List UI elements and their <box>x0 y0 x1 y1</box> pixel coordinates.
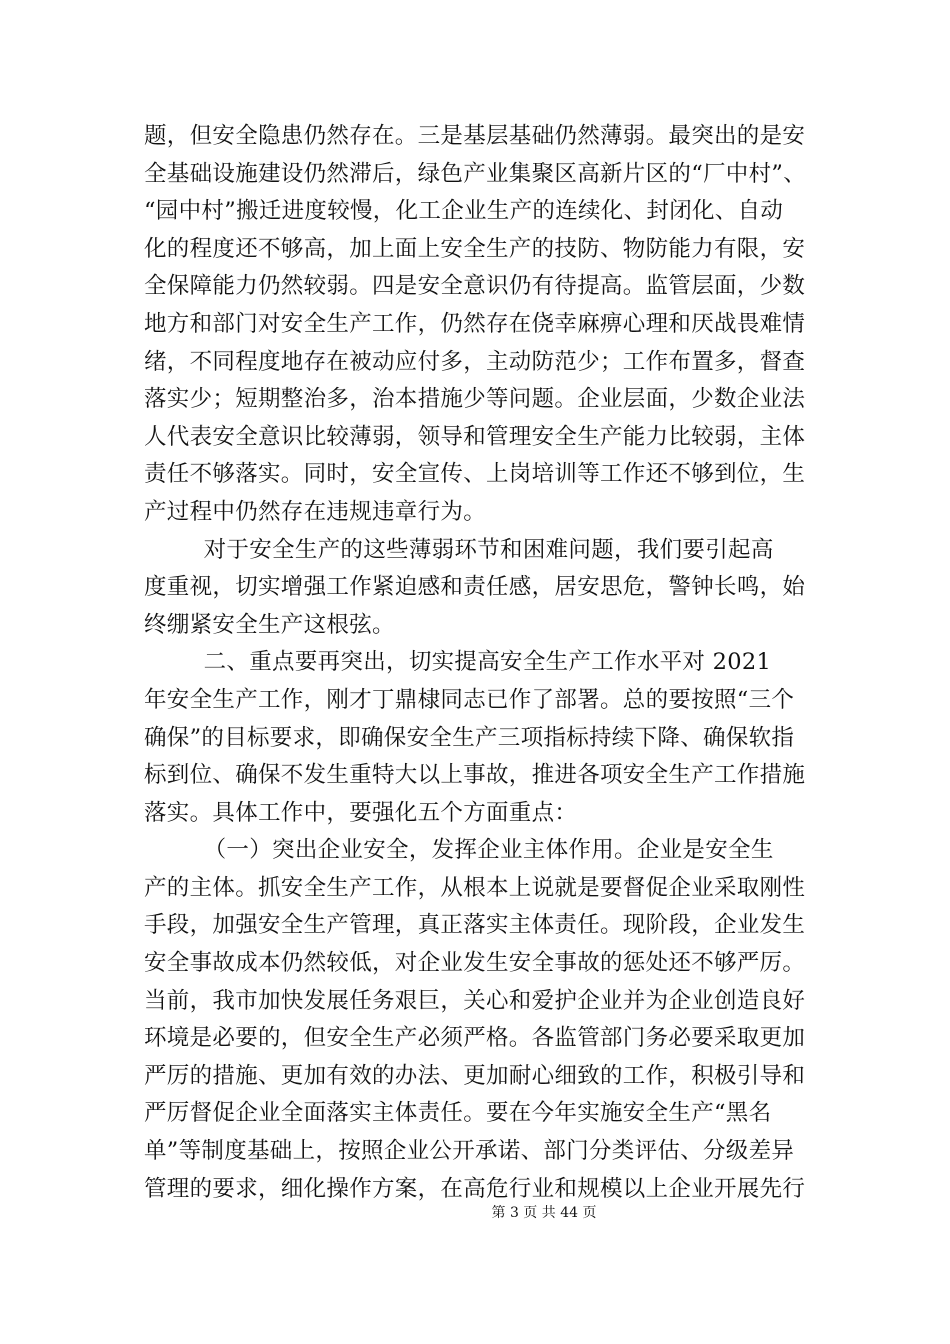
text-line: 年安全生产工作，刚才丁鼎棣同志已作了部署。总的要按照“三个 <box>144 686 795 713</box>
body-text <box>144 118 809 1208</box>
text-line: 终绷紧安全生产这根弦。 <box>144 611 395 638</box>
text-line: 当前，我市加快发展任务艰巨，关心和爱护企业并为企业创造良好 <box>144 987 806 1014</box>
text-line: 绪，不同程度地存在被动应付多，主动防范少；工作布置多，督查 <box>144 348 806 375</box>
text-line: 人代表安全意识比较薄弱，领导和管理安全生产能力比较弱，主体 <box>144 423 806 450</box>
text-line: 标到位、确保不发生重特大以上事故，推进各项安全生产工作措施 <box>144 762 806 789</box>
text-line: 对于安全生产的这些薄弱环节和困难问题，我们要引起高 <box>144 536 774 563</box>
text-line: 产的主体。抓安全生产工作，从根本上说就是要督促企业采取刚性 <box>144 874 806 901</box>
text-line: 管理的要求，细化操作方案，在高危行业和规模以上企业开展先行 <box>144 1175 806 1202</box>
text-line: 全基础设施建设仍然滞后，绿色产业集聚区高新片区的“厂中村”、 <box>144 160 807 187</box>
text-line: （一）突出企业安全，发挥企业主体作用。企业是安全生 <box>144 837 774 864</box>
text-line: 落实。具体工作中，要强化五个方面重点： <box>144 799 578 826</box>
text-line: 确保”的目标要求，即确保安全生产三项指标持续下降、确保软指 <box>144 724 795 751</box>
text-line: 地方和部门对安全生产工作，仍然存在侥幸麻痹心理和厌战畏难情 <box>144 310 806 337</box>
text-line: 落实少；短期整治多，治本措施少等问题。企业层面，少数企业法 <box>144 386 806 413</box>
text-line: 化的程度还不够高，加上面上安全生产的技防、物防能力有限，安 <box>144 235 806 262</box>
text-line: 责任不够落实。同时，安全宣传、上岗培训等工作还不够到位，生 <box>144 461 806 488</box>
text-line: “园中村”搬迁进度较慢，化工企业生产的连续化、封闭化、自动 <box>144 198 784 225</box>
text-line: 环境是必要的，但安全生产必须严格。各监管部门务必要采取更加 <box>144 1025 806 1052</box>
text-line: 度重视，切实增强工作紧迫感和责任感，居安思危，警钟长鸣，始 <box>144 574 806 601</box>
text-line: 产过程中仍然存在违规违章行为。 <box>144 498 487 525</box>
text-line: 严厉督促企业全面落实主体责任。要在今年实施安全生产“黑名 <box>144 1100 772 1127</box>
text-line: 手段，加强安全生产管理，真正落实主体责任。现阶段，企业发生 <box>144 912 806 939</box>
text-line: 全保障能力仍然较弱。四是安全意识仍有待提高。监管层面，少数 <box>144 273 806 300</box>
text-line: 安全事故成本仍然较低，对企业发生安全事故的惩处还不够严厉。 <box>144 950 806 977</box>
page-number-footer: 第 3 页 共 44 页 <box>491 1205 597 1221</box>
text-line: 二、重点要再突出，切实提高安全生产工作水平对 2021 <box>144 649 772 676</box>
text-line: 严厉的措施、更加有效的办法、更加耐心细致的工作，积极引导和 <box>144 1062 806 1089</box>
text-line: 题，但安全隐患仍然存在。三是基层基础仍然薄弱。最突出的是安 <box>144 123 806 149</box>
text-line: 单”等制度基础上，按照企业公开承诺、部门分类评估、分级差异 <box>144 1138 795 1165</box>
